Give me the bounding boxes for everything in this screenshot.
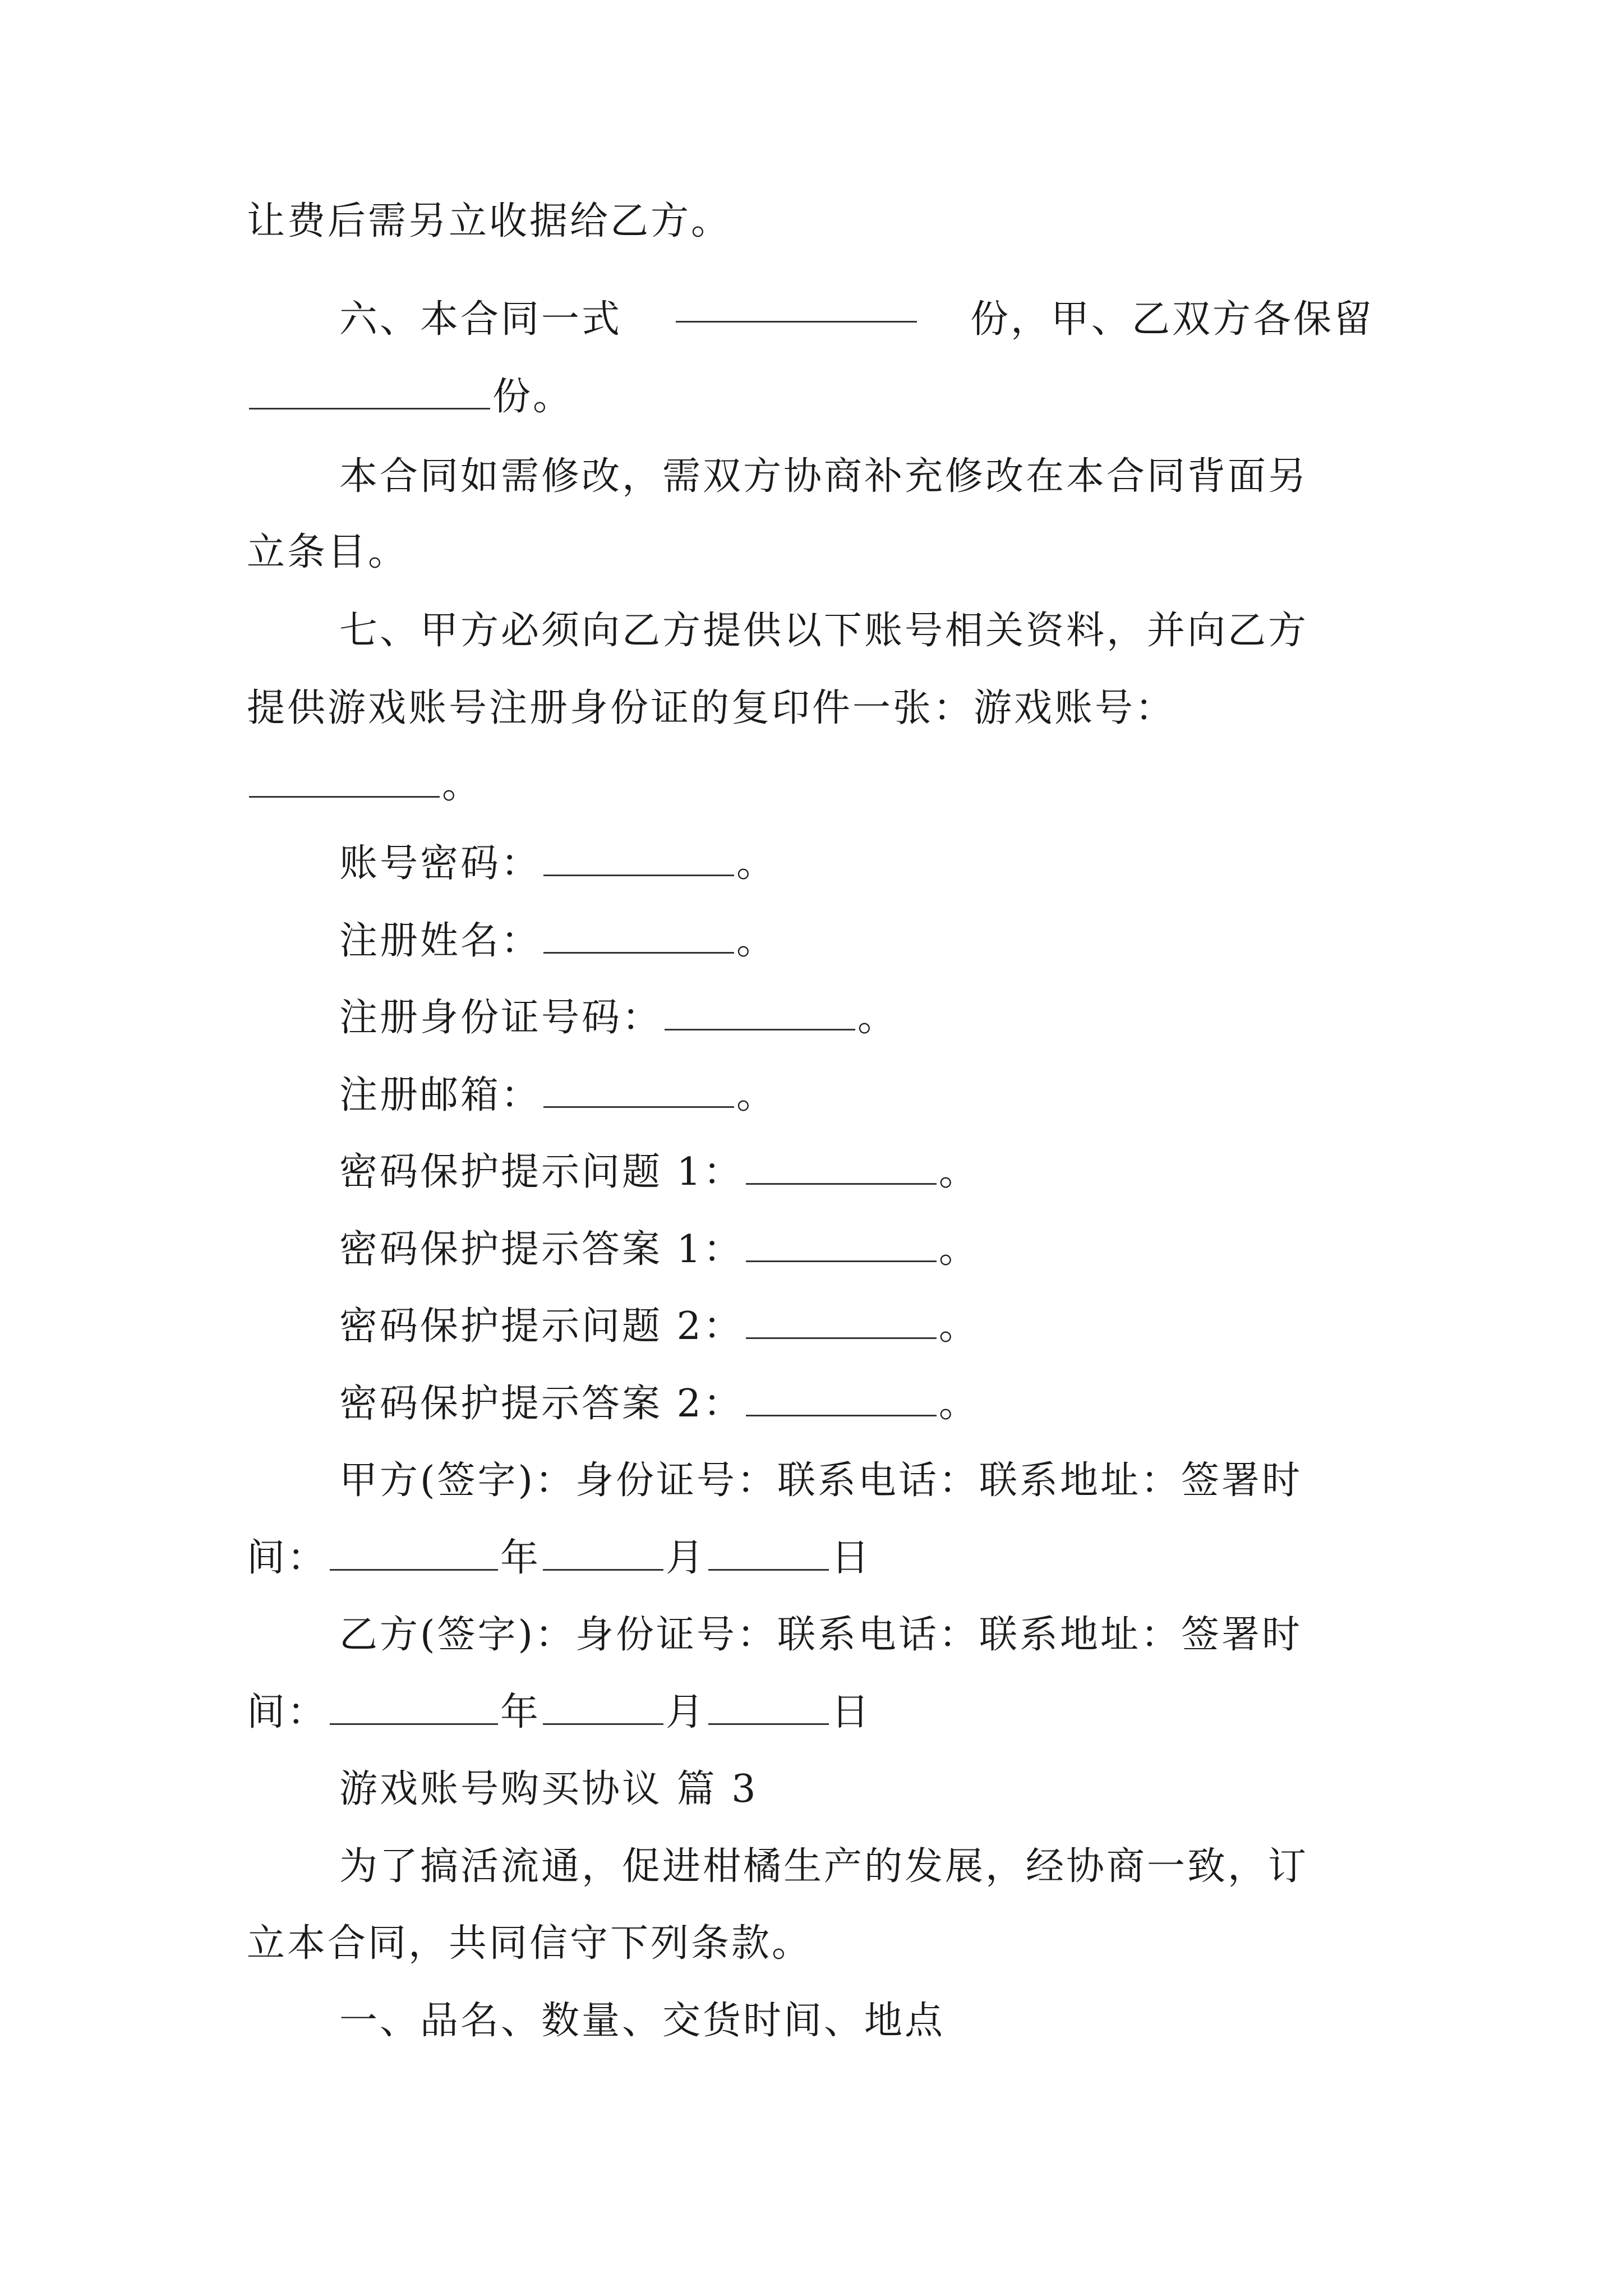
year-label: 年 xyxy=(500,1690,541,1734)
security-question-2-line xyxy=(339,1299,979,1355)
registered-name-blank[interactable] xyxy=(543,923,734,954)
month-label: 月 xyxy=(666,1690,707,1734)
copies-each-line xyxy=(247,369,573,425)
security-question-2-label: 密码保护提示问题 2： xyxy=(339,1304,744,1349)
period-mark: 。 xyxy=(736,1073,777,1117)
period-mark: 。 xyxy=(857,996,898,1040)
party-b-month-blank[interactable] xyxy=(543,1694,663,1725)
security-answer-1-label: 密码保护提示答案 1： xyxy=(339,1227,744,1272)
registered-id-blank[interactable] xyxy=(665,1000,855,1030)
day-label: 日 xyxy=(831,1690,872,1734)
registered-name-label: 注册姓名： xyxy=(339,919,542,963)
clause-six-text: 六、本合同一式 xyxy=(339,297,623,342)
party-b-date-line xyxy=(247,1685,872,1741)
paragraph-line: 让费后需另立收据给乙方。 xyxy=(247,199,732,243)
clause-one-heading: 一、品名、数量、交货时间、地点 xyxy=(339,1999,946,2043)
section-heading: 游戏账号购买协议 篇 3 xyxy=(339,1767,758,1811)
account-password-label: 账号密码： xyxy=(339,841,542,886)
party-a-year-blank[interactable] xyxy=(330,1540,498,1571)
copies-total-blank[interactable] xyxy=(676,292,917,323)
registered-email-blank[interactable] xyxy=(543,1077,734,1108)
paragraph-line: 本合同如需修改，需双方协商补充修改在本合同背面另 xyxy=(339,454,1309,499)
security-question-1-label: 密码保护提示问题 1： xyxy=(339,1150,744,1194)
security-answer-1-line xyxy=(339,1222,979,1278)
date-label: 间： xyxy=(247,1536,328,1580)
period-mark: 。 xyxy=(938,1304,979,1349)
paragraph-line: 立条目。 xyxy=(247,530,409,574)
copies-each-text: 份。 xyxy=(492,375,574,419)
party-a-date-line xyxy=(247,1530,872,1586)
party-a-signature-line: 甲方(签字)：身份证号：联系电话：联系地址：签署时 xyxy=(339,1458,1303,1503)
security-question-1-line xyxy=(339,1144,979,1200)
copies-each-blank[interactable] xyxy=(249,379,490,409)
clause-six-text-cont: 份，甲、乙双方各保留 xyxy=(970,297,1374,342)
party-b-day-blank[interactable] xyxy=(708,1694,829,1725)
period-mark: 。 xyxy=(938,1227,979,1272)
account-password-blank[interactable] xyxy=(543,845,734,876)
registered-name-line xyxy=(339,913,777,969)
party-a-day-blank[interactable] xyxy=(708,1540,829,1571)
party-a-month-blank[interactable] xyxy=(543,1540,663,1571)
clause-six-line xyxy=(339,292,1374,348)
security-question-1-blank[interactable] xyxy=(746,1154,937,1185)
year-label: 年 xyxy=(500,1536,541,1580)
security-answer-2-blank[interactable] xyxy=(746,1386,937,1416)
security-answer-2-line xyxy=(339,1376,979,1432)
party-b-signature-line: 乙方(签字)：身份证号：联系电话：联系地址：签署时 xyxy=(339,1613,1303,1657)
game-account-line xyxy=(247,757,482,813)
registered-id-label: 注册身份证号码： xyxy=(339,996,663,1040)
game-account-blank[interactable] xyxy=(249,767,440,798)
party-b-year-blank[interactable] xyxy=(330,1694,498,1725)
paragraph-line: 立本合同，共同信守下列条款。 xyxy=(247,1921,813,1966)
period-mark: 。 xyxy=(938,1150,979,1194)
day-label: 日 xyxy=(831,1536,872,1580)
registered-email-line xyxy=(339,1068,777,1124)
period-mark: 。 xyxy=(442,763,483,807)
registered-id-line xyxy=(339,990,898,1046)
clause-seven-line: 七、甲方必须向乙方提供以下账号相关资料，并向乙方 xyxy=(339,609,1309,653)
period-mark: 。 xyxy=(938,1382,979,1426)
date-label: 间： xyxy=(247,1690,328,1734)
registered-email-label: 注册邮箱： xyxy=(339,1073,542,1117)
account-password-line xyxy=(339,836,777,892)
month-label: 月 xyxy=(666,1536,707,1580)
security-answer-1-blank[interactable] xyxy=(746,1231,937,1262)
period-mark: 。 xyxy=(736,919,777,963)
security-answer-2-label: 密码保护提示答案 2： xyxy=(339,1382,744,1426)
security-question-2-blank[interactable] xyxy=(746,1308,937,1339)
period-mark: 。 xyxy=(736,841,777,886)
paragraph-line: 为了搞活流通，促进柑橘生产的发展，经协商一致，订 xyxy=(339,1844,1309,1889)
paragraph-line: 提供游戏账号注册身份证的复印件一张：游戏账号： xyxy=(247,686,1176,730)
